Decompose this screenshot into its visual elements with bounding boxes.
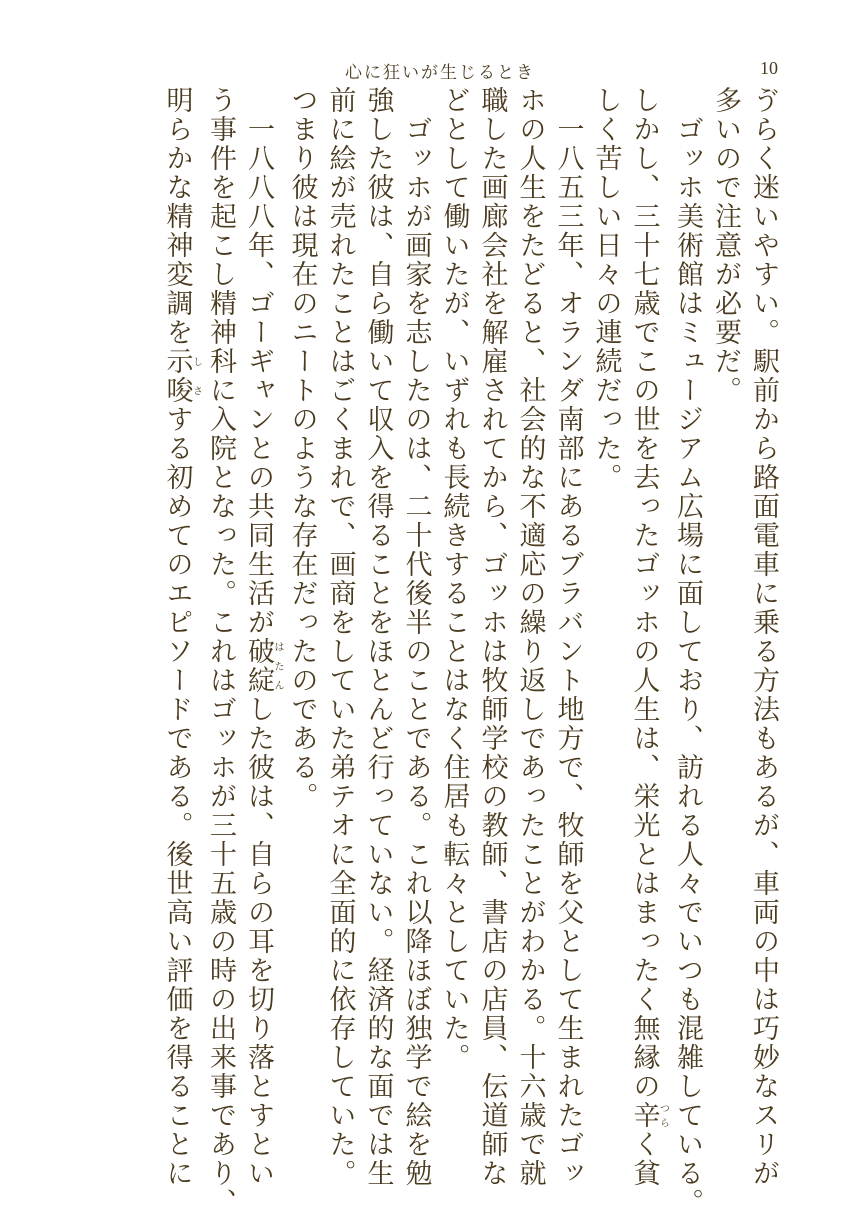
ruby-base: 辛 [628, 1101, 660, 1130]
furigana-hatan [243, 637, 283, 695]
text-line: 強した彼は、自ら働いて収入を得ることをほとんど行っていない。経済的な面では生 [362, 86, 394, 1188]
text-segment: しかし、三十七歳でこの世を去ったゴッホの人生は、栄光とはまったく無縁の [628, 86, 660, 1101]
text-line: 多いので注意が必要だ。 [710, 86, 741, 405]
text-segment: 明らかな精神変調を [161, 86, 193, 347]
ruby-base: 破綻 [243, 637, 274, 695]
text-line [625, 86, 669, 1188]
text-segment: 一八八八年、ゴーギャンとの共同生活が [243, 86, 274, 637]
text-segment: した彼は、自らの耳を切り落とすとい [243, 695, 274, 1188]
furigana-shisa [161, 347, 202, 405]
text-segment: する初めてのエピソードである。後世高い評価を得ることに [161, 405, 193, 1188]
ruby-reading: はたん [272, 637, 283, 695]
body-text [92, 86, 782, 1217]
text-line: ゔらく迷いやすい。駅前から路面電車に乗る方法もあるが、車両の中は巧妙なスリが [748, 86, 779, 1188]
running-head: 心に狂いが生じるとき [345, 63, 535, 83]
text-line: ホの人生をたどると、社会的な不適応の繰り返しであったことがわかる。十六歳で就 [514, 86, 546, 1188]
text-line: しく苦しい日々の連続だった。 [590, 86, 622, 492]
page-number: 10 [760, 58, 778, 78]
ruby-reading: しさ [190, 347, 202, 405]
furigana-tsura [628, 1101, 669, 1130]
text-line [158, 86, 202, 1188]
text-line: 一八五三年、オランダ南部にあるブラバント地方で、牧師を父として生まれたゴッ [552, 86, 584, 1188]
text-line: どとして働いたが、いずれも長続きすることはなく住居も転々としていた。 [438, 86, 470, 1072]
text-segment: く貧 [628, 1130, 660, 1188]
text-line: ゴッホが画家を志したのは、二十代後半のことである。これ以降ほぼ独学で絵を勉 [400, 86, 432, 1188]
text-line [239, 86, 283, 1188]
ruby-base: 示唆 [161, 347, 193, 405]
text-line: つまり彼は現在のニートのような存在だったのである。 [286, 86, 318, 811]
text-line: ゴッホ美術館はミュージアム広場に面しており、訪れる人々でいつも混雑している。 [672, 86, 703, 1217]
ruby-reading: つら [657, 1101, 669, 1130]
text-line: 職した画廊会社を解雇されてから、ゴッホは牧師学校の教師、書店の店員、伝道師な [476, 86, 508, 1188]
text-line: 前に絵が売れたことはごくまれで、画商をしていた弟テオに全面的に依存していた。 [324, 86, 356, 1188]
text-line: う事件を起こし精神科に入院となった。これはゴッホが三十五歳の時の出来事であり、 [205, 86, 236, 1217]
